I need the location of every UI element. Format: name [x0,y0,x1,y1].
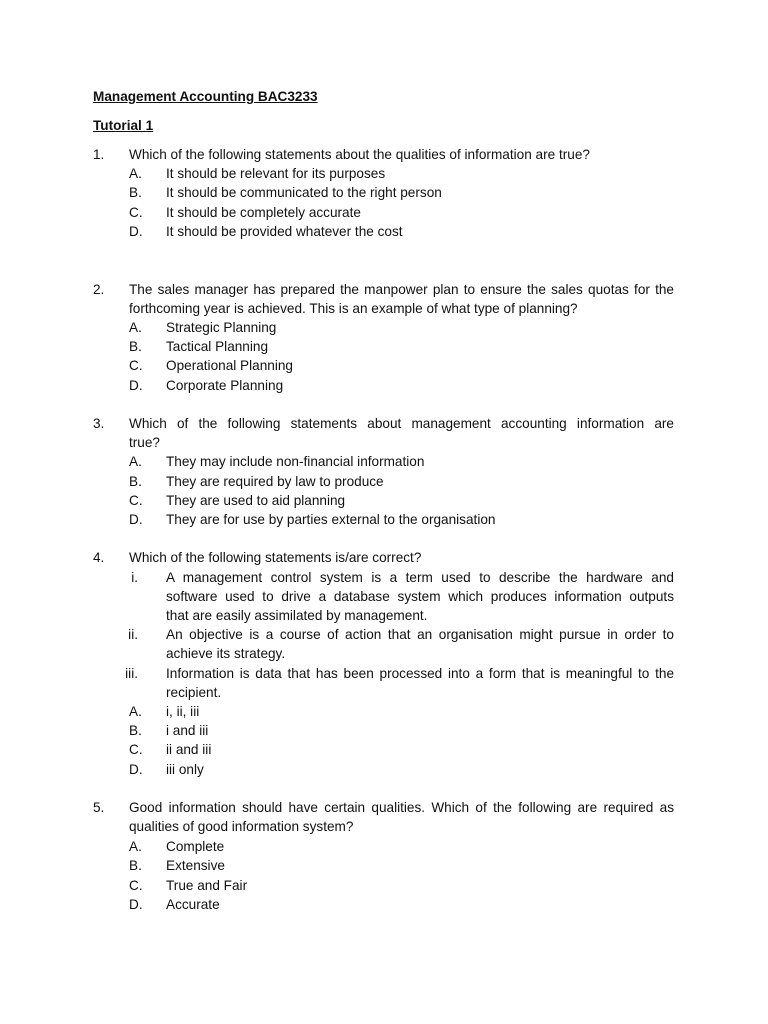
option-letter: D. [129,224,143,239]
option-row [0,856,768,876]
option-row [0,740,768,760]
option-letter: C. [129,878,143,893]
option-letter: C. [129,358,143,373]
option-row [0,491,768,511]
option-letter: A. [129,166,142,181]
option-row [0,702,768,722]
statement-row [0,683,768,703]
question-text-row [0,433,768,453]
question-2-row [0,280,768,300]
option-row [0,876,768,896]
question-number: 5. [93,800,105,815]
option-row [0,318,768,338]
statement-numeral: iii. [125,666,138,681]
option-text: iii only [166,762,204,777]
tutorial-title: Tutorial 1 [93,118,154,133]
statement-row [0,644,768,664]
statement-row [0,625,768,645]
option-text: Accurate [166,897,220,912]
statement-text: Information is data that has been processed into a form that is meaningful to the [166,666,674,681]
statement-row [0,664,768,684]
question-text: forthcoming year is achieved. This is an example of what type of planning? [129,301,578,316]
option-row [0,183,768,203]
option-letter: D. [129,762,143,777]
option-letter: D. [129,512,143,527]
statement-numeral: ii. [128,627,138,642]
option-row [0,452,768,472]
option-row [0,337,768,357]
option-text: i and iii [166,723,209,738]
question-1-row [0,145,768,165]
option-text: Extensive [166,858,225,873]
statement-text: that are easily assimilated by management. [166,608,428,623]
statement-text: achieve its strategy. [166,646,286,661]
question-text: true? [129,435,160,450]
question-5-row [0,798,768,818]
option-text: Strategic Planning [166,320,277,335]
option-row [0,356,768,376]
question-number: 3. [93,416,105,431]
course-title-row [0,87,768,107]
option-letter: A. [129,320,142,335]
option-letter: B. [129,723,142,738]
question-number: 2. [93,282,105,297]
option-letter: A. [129,704,142,719]
question-text-row [0,817,768,837]
option-letter: A. [129,454,142,469]
option-row [0,203,768,223]
option-text: ii and iii [166,742,212,757]
option-letter: D. [129,897,143,912]
question-text: Good information should have certain qualities. Which of the following are required as [129,800,674,815]
option-row [0,837,768,857]
statement-text: software used to drive a database system which produces information outputs [166,589,674,604]
question-text: Which of the following statements about management accounting information are [129,416,674,431]
question-number: 1. [93,147,105,162]
option-letter: B. [129,474,142,489]
question-text: The sales manager has prepared the manpower plan to ensure the sales quotas for the [129,282,674,297]
course-title: Management Accounting BAC3233 [93,89,318,104]
option-text: They are used to aid planning [166,493,346,508]
option-letter: C. [129,205,143,220]
option-row [0,222,768,242]
option-row [0,164,768,184]
option-letter: D. [129,378,143,393]
option-row [0,760,768,780]
option-text: They are for use by parties external to the organisation [166,512,496,527]
question-text: Which of the following statements is/are correct? [129,550,422,565]
statement-row [0,568,768,588]
statement-text: An objective is a course of action that an organisation might pursue in order to [166,627,674,642]
option-letter: A. [129,839,142,854]
statement-row [0,606,768,626]
option-row [0,895,768,915]
question-text: qualities of good information system? [129,819,354,834]
option-row [0,721,768,741]
question-text-row [0,299,768,319]
option-letter: B. [129,185,142,200]
option-text: It should be completely accurate [166,205,361,220]
option-text: It should be relevant for its purposes [166,166,386,181]
option-text: They may include non-financial information [166,454,425,469]
option-row [0,376,768,396]
option-row [0,472,768,492]
question-number: 4. [93,550,105,565]
option-text: Complete [166,839,225,854]
option-text: They are required by law to produce [166,474,384,489]
option-letter: B. [129,858,142,873]
option-text: Operational Planning [166,358,293,373]
statement-text: recipient. [166,685,222,700]
option-row [0,510,768,530]
option-letter: B. [129,339,142,354]
statement-text: A management control system is a term used to describe the hardware and [166,570,674,585]
option-text: It should be provided whatever the cost [166,224,403,239]
statement-numeral: i. [131,570,138,585]
question-3-row [0,414,768,434]
question-4-row [0,548,768,568]
option-text: It should be communicated to the right person [166,185,442,200]
option-text: Tactical Planning [166,339,269,354]
question-text: Which of the following statements about the qualities of information are true? [129,147,590,162]
option-text: True and Fair [166,878,248,893]
tutorial-title-row [0,116,768,136]
statement-row [0,587,768,607]
option-text: i, ii, iii [166,704,200,719]
option-text: Corporate Planning [166,378,284,393]
option-letter: C. [129,742,143,757]
option-letter: C. [129,493,143,508]
